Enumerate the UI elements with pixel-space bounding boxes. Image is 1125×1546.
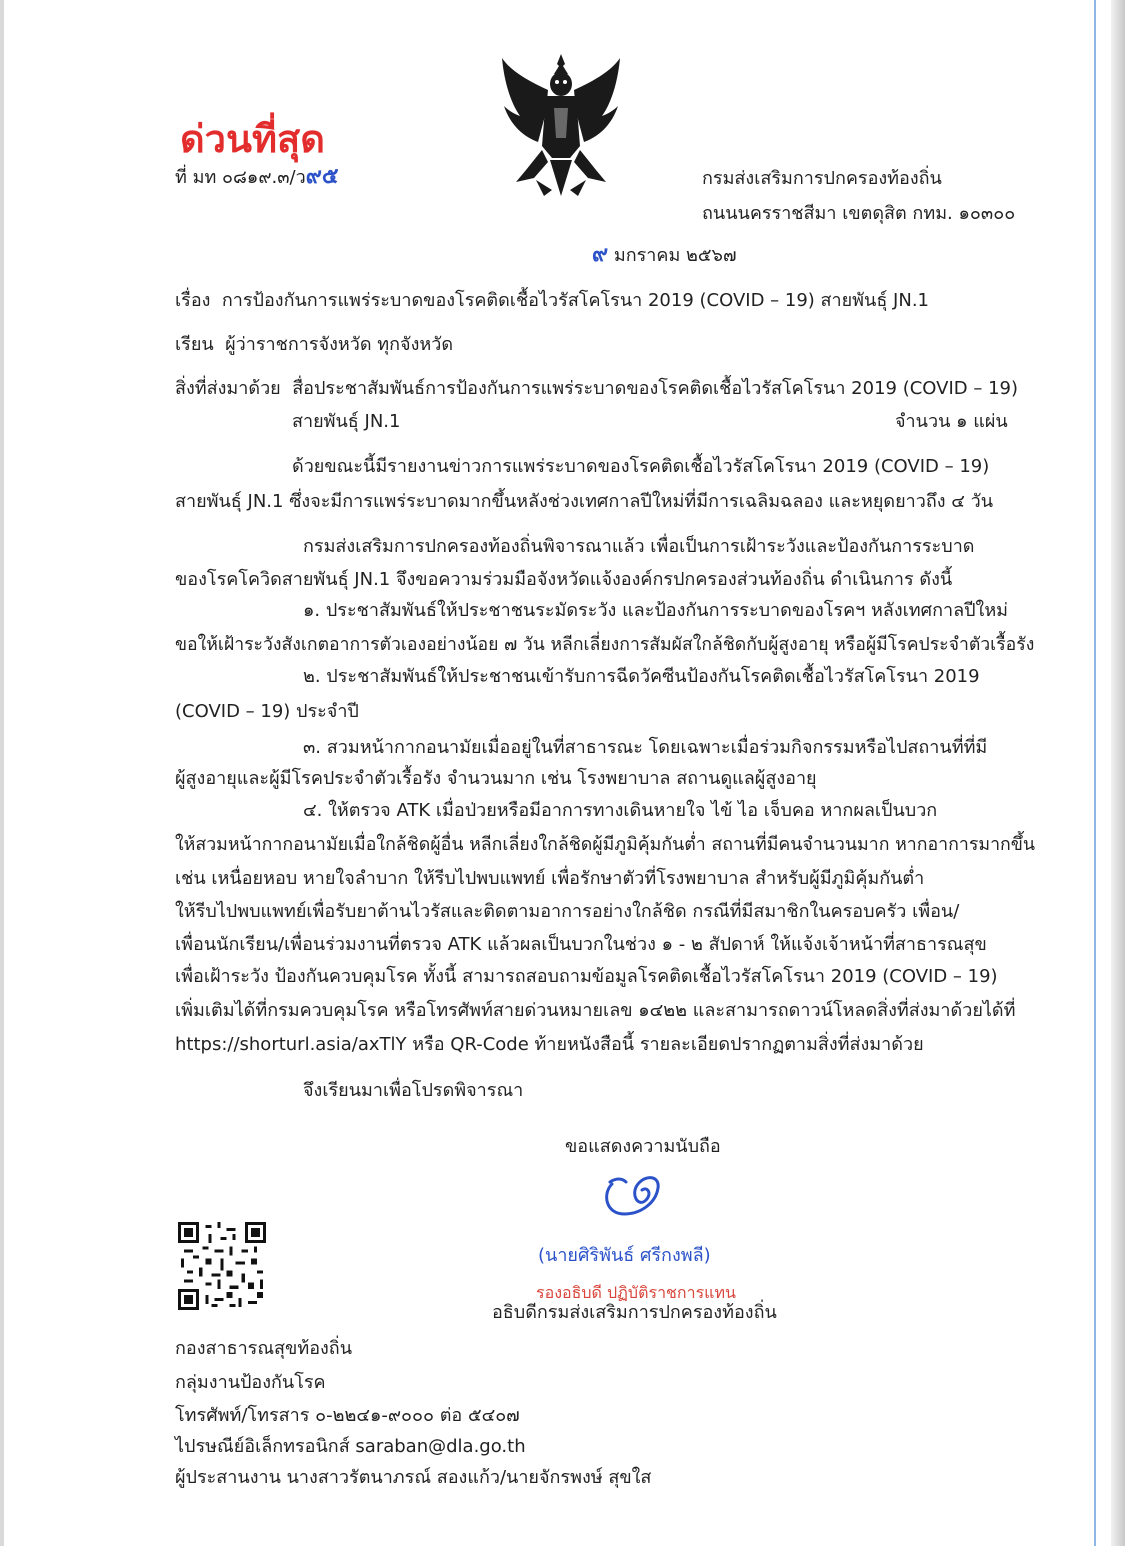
item-2-line-1: ๒. ประชาสัมพันธ์ให้ประชาชนเข้ารับการฉีดวัคซีนป้องกันโรคติดเชื้อไวรัสโคโรนา 2019 — [303, 666, 980, 687]
garuda-emblem-icon — [496, 50, 626, 200]
recipient-text: ผู้ว่าราชการจังหวัด ทุกจังหวัด — [225, 334, 454, 355]
subject-label: เรื่อง — [175, 290, 211, 311]
date-month-year: มกราคม ๒๕๖๗ — [613, 245, 737, 266]
reference-handwritten-number: ๙๕ — [305, 164, 339, 189]
paragraph-1-line-1: ด้วยขณะนี้มีรายงานข่าวการแพร่ระบาดของโรคติดเชื้อไวรัสโคโรนา 2019 (COVID – 19) — [292, 456, 990, 477]
margin-line — [1094, 0, 1096, 1546]
item-4-line-3: เช่น เหนื่อยหอบ หายใจลำบาก ให้รีบไปพบแพทย์ เพื่อรักษาตัวที่โรงพยาบาล สำหรับผู้มีภูมิคุ้มกันต่ำ — [175, 868, 925, 889]
org-name: กรมส่งเสริมการปกครองท้องถิ่น — [702, 168, 942, 189]
reference-prefix: ที่ มท ๐๘๑๙.๓/ว — [175, 167, 306, 188]
item-3-line-2: ผู้สูงอายุและผู้มีโรคประจำตัวเรื้อรัง จำนวนมาก เช่น โรงพยาบาล สถานดูแลผู้สูงอายุ — [175, 768, 817, 789]
acting-position-stamp: รองอธิบดี ปฏิบัติราชการแทน — [536, 1283, 736, 1302]
enclosure-quantity: จำนวน ๑ แผ่น — [895, 411, 1008, 432]
item-3-line-1: ๓. สวมหน้ากากอนามัยเมื่ออยู่ในที่สาธารณะ โดยเฉพาะเมื่อร่วมกิจกรรมหรือไปสถานที่ที่มี — [303, 737, 988, 758]
item-1-line-1: ๑. ประชาสัมพันธ์ให้ประชาชนระมัดระวัง และป้องกันการระบาดของโรคฯ หลังเทศกาลปีใหม่ — [303, 600, 1009, 621]
urgency-stamp: ด่วนที่สุด — [180, 116, 325, 161]
paragraph-2-line-2: ของโรคโควิดสายพันธุ์ JN.1 จึงขอความร่วมมือจังหวัดแจ้งองค์กรปกครองส่วนท้องถิ่น ดำเนินการ ดังนี้ — [175, 569, 953, 590]
enclosure-label: สิ่งที่ส่งมาด้วย — [175, 378, 281, 399]
document-date — [592, 244, 736, 267]
footer-phone: โทรศัพท์/โทรสาร ๐-๒๒๔๑-๙๐๐๐ ต่อ ๕๔๐๗ — [175, 1405, 520, 1426]
item-4-line-7: เพิ่มเติมได้ที่กรมควบคุมโรค หรือโทรศัพท์สายด่วนหมายเลข ๑๔๒๒ และสามารถดาวน์โหลดสิ่งที่ส่งมาด้วยได้ที่ — [175, 1000, 1016, 1021]
reference-number — [175, 166, 339, 189]
org-address: ถนนนครราชสีมา เขตดุสิต กทม. ๑๐๓๐๐ — [702, 203, 1016, 224]
footer-group: กลุ่มงานป้องกันโรค — [175, 1372, 326, 1393]
item-4-line-8: https://shorturl.asia/axTlY หรือ QR-Code ท้ายหนังสือนี้ รายละเอียดปรากฏตามสิ่งที่ส่งมาด้วย — [175, 1034, 924, 1055]
item-4-line-4: ให้รีบไปพบแพทย์เพื่อรับยาต้านไวรัสและติดตามอาการอย่างใกล้ชิด กรณีที่มีสมาชิกในครอบครัว เพื่อน/ — [175, 901, 960, 922]
item-4-line-2: ให้สวมหน้ากากอนามัยเมื่อใกล้ชิดผู้อื่น หลีกเลี่ยงใกล้ชิดผู้มีภูมิคุ้มกันต่ำ สถานที่มีคนจำนวนมาก หากอาการมากขึ้น — [175, 834, 1036, 855]
enclosure-line — [175, 378, 1018, 400]
recipient-line — [175, 334, 453, 356]
page-edge-left — [0, 0, 4, 1546]
closing-line: จึงเรียนมาเพื่อโปรดพิจารณา — [303, 1080, 524, 1101]
signatory-position: อธิบดีกรมส่งเสริมการปกครองท้องถิ่น — [492, 1302, 777, 1323]
item-4-line-1: ๔. ให้ตรวจ ATK เมื่อป่วยหรือมีอาการทางเดินหายใจ ไข้ ไอ เจ็บคอ หากผลเป็นบวก — [303, 800, 938, 821]
item-4-line-5: เพื่อนนักเรียน/เพื่อนร่วมงานที่ตรวจ ATK แล้วผลเป็นบวกในช่วง ๑ - ๒ สัปดาห์ ให้แจ้งเจ้าหน้าที่สาธารณสุข — [175, 934, 987, 955]
enclosure-text-continued: สายพันธุ์ JN.1 — [292, 411, 401, 432]
item-2-line-2: (COVID – 19) ประจำปี — [175, 701, 359, 722]
item-1-line-2: ขอให้เฝ้าระวังสังเกตอาการตัวเองอย่างน้อย ๗ วัน หลีกเลี่ยงการสัมผัสใกล้ชิดกับผู้สูงอายุ หรือผู้มีโรคประจำตัวเรื้อรัง — [175, 634, 1035, 655]
regards: ขอแสดงความนับถือ — [565, 1136, 721, 1157]
item-4-line-6: เพื่อเฝ้าระวัง ป้องกันควบคุมโรค ทั้งนี้ สามารถสอบถามข้อมูลโรคติดเชื้อไวรัสโคโรนา 2019 (COVID – 19) — [175, 966, 998, 987]
paragraph-1-line-2: สายพันธุ์ JN.1 ซึ่งจะมีการแพร่ระบาดมากขึ้นหลังช่วงเทศกาลปีใหม่ที่มีการเฉลิมฉลอง และหยุดยาวถึง ๔ วัน — [175, 491, 993, 512]
signatory-name: (นายศิริพันธ์ ศรีกงพลี) — [538, 1245, 711, 1266]
qr-code — [178, 1222, 266, 1310]
subject-text: การป้องกันการแพร่ระบาดของโรคติดเชื้อไวรัสโคโรนา 2019 (COVID – 19) สายพันธุ์ JN.1 — [221, 290, 929, 311]
signature-mark — [598, 1168, 670, 1224]
enclosure-text: สื่อประชาสัมพันธ์การป้องกันการแพร่ระบาดของโรคติดเชื้อไวรัสโคโรนา 2019 (COVID – 19) — [292, 378, 1019, 399]
recipient-label: เรียน — [175, 334, 214, 355]
page-edge-right — [1111, 0, 1125, 1546]
footer-coordinator: ผู้ประสานงาน นางสาวรัตนาภรณ์ สองแก้ว/นายจักรพงษ์ สุขใส — [175, 1467, 652, 1488]
subject-line — [175, 290, 929, 312]
date-day-handwritten: ๙ — [592, 242, 609, 267]
paragraph-2-line-1: กรมส่งเสริมการปกครองท้องถิ่นพิจารณาแล้ว เพื่อเป็นการเฝ้าระวังและป้องกันการระบาด — [303, 536, 975, 557]
footer-department: กองสาธารณสุขท้องถิ่น — [175, 1338, 353, 1359]
footer-email: ไปรษณีย์อิเล็กทรอนิกส์ saraban@dla.go.th — [175, 1436, 526, 1457]
